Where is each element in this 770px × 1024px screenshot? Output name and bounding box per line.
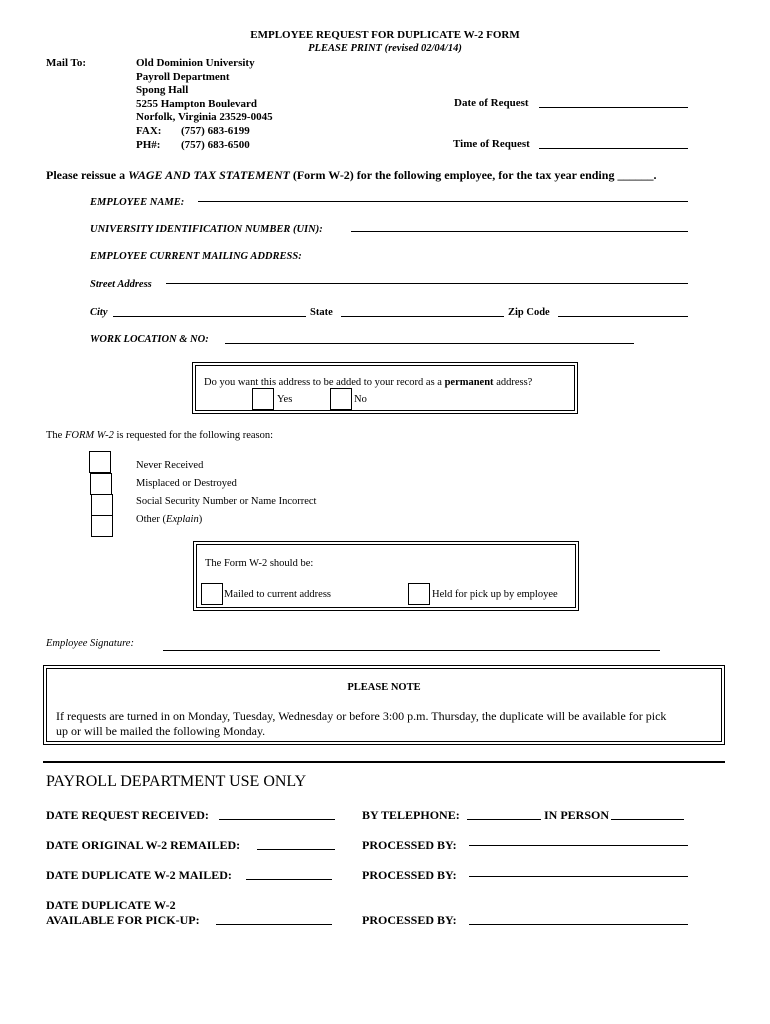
mailed-label: Mailed to current address (224, 589, 332, 600)
work-location-label: WORK LOCATION & NO: (90, 334, 209, 345)
other-explain: Explain (166, 514, 199, 525)
date-received-line[interactable] (219, 819, 335, 820)
reason-never-received-checkbox[interactable] (89, 451, 111, 473)
mailed-checkbox[interactable] (201, 583, 223, 605)
phone-label: PH#: (136, 138, 161, 151)
address-line: Spong Hall (136, 84, 189, 97)
permanent-yes-label: Yes (277, 394, 293, 405)
uin-label: UNIVERSITY IDENTIFICATION NUMBER (UIN): (90, 224, 323, 235)
reason-other-checkbox[interactable] (91, 515, 113, 537)
question-prefix: Do you want this address to be added to your record as a (204, 377, 445, 388)
other-prefix: Other ( (136, 514, 167, 525)
processed-by-line-3[interactable] (469, 924, 688, 925)
street-address-label: Street Address (90, 279, 152, 290)
delivery-box-title: The Form W-2 should be: (205, 558, 314, 569)
section-divider (43, 761, 725, 763)
employee-name-line[interactable] (198, 201, 688, 202)
time-of-request-line[interactable] (539, 148, 688, 149)
please-note-line-2: up or will be mailed the following Monday. (56, 724, 266, 738)
date-remailed-label: DATE ORIGINAL W-2 REMAILED: (46, 838, 241, 852)
signature-line[interactable] (163, 650, 660, 651)
mailing-address-label: EMPLOYEE CURRENT MAILING ADDRESS: (90, 251, 302, 262)
zip-code-line[interactable] (558, 316, 688, 317)
processed-by-line-2[interactable] (469, 876, 688, 877)
uin-line[interactable] (351, 231, 688, 232)
fax-value: (757) 683-6199 (181, 124, 250, 137)
processed-by-label-3: PROCESSED BY: (362, 913, 457, 927)
city-label: City (90, 307, 108, 318)
reissue-prefix: Please reissue a (46, 168, 129, 182)
date-available-label-line-1: DATE DUPLICATE W-2 (46, 898, 176, 912)
reason-other-label (136, 514, 202, 525)
street-address-line[interactable] (166, 283, 688, 284)
processed-by-label-2: PROCESSED BY: (362, 868, 457, 882)
reason-intro-suffix: is requested for the following reason: (113, 430, 274, 441)
please-note-title: PLEASE NOTE (347, 682, 421, 693)
date-mailed-label: DATE DUPLICATE W-2 MAILED: (46, 868, 232, 882)
form-title: EMPLOYEE REQUEST FOR DUPLICATE W-2 FORM (250, 29, 520, 41)
signature-label: Employee Signature: (46, 638, 134, 649)
reason-misplaced-checkbox[interactable] (90, 473, 112, 495)
reason-ssn-incorrect-checkbox[interactable] (91, 494, 113, 516)
address-line: Payroll Department (136, 70, 230, 83)
reissue-suffix: (Form W-2) for the following employee, for the tax year ending ______. (289, 168, 657, 182)
reason-intro-form: FORM W-2 (64, 430, 114, 441)
work-location-line[interactable] (225, 343, 634, 344)
processed-by-label-1: PROCESSED BY: (362, 838, 457, 852)
phone-value: (757) 683-6500 (181, 138, 250, 151)
permanent-address-box (192, 362, 578, 414)
processed-by-line-1[interactable] (469, 845, 688, 846)
in-person-label: IN PERSON (544, 808, 610, 822)
mail-to-address (136, 57, 273, 152)
state-label: State (310, 307, 333, 318)
mail-to-label: Mail To: (46, 57, 87, 69)
reissue-statement-name: WAGE AND TAX STATEMENT (128, 168, 290, 182)
city-line[interactable] (113, 316, 306, 317)
permanent-address-question (204, 377, 532, 388)
fax-line (136, 125, 273, 139)
reason-intro (46, 430, 273, 441)
reissue-statement (46, 168, 656, 183)
address-line: 5255 Hampton Boulevard (136, 97, 258, 110)
date-available-label-line-2: AVAILABLE FOR PICK-UP: (46, 913, 200, 927)
by-telephone-line[interactable] (467, 819, 541, 820)
date-of-request-line[interactable] (539, 107, 688, 108)
question-suffix: address? (493, 377, 533, 388)
reason-ssn-incorrect-label: Social Security Number or Name Incorrect (136, 496, 317, 507)
date-mailed-line[interactable] (246, 879, 332, 880)
phone-line (136, 139, 273, 153)
fax-label: FAX: (136, 124, 162, 137)
payroll-heading: PAYROLL DEPARTMENT USE ONLY (46, 773, 307, 790)
reason-intro-prefix: The (46, 430, 65, 441)
held-checkbox[interactable] (408, 583, 430, 605)
delivery-box (193, 541, 579, 611)
date-received-label: DATE REQUEST RECEIVED: (46, 808, 209, 822)
zip-code-label: Zip Code (508, 307, 550, 318)
permanent-yes-checkbox[interactable] (252, 388, 274, 410)
by-telephone-label: BY TELEPHONE: (362, 808, 460, 822)
in-person-line[interactable] (611, 819, 684, 820)
question-bold: permanent (444, 377, 494, 388)
time-of-request-label: Time of Request (453, 138, 530, 150)
date-remailed-line[interactable] (257, 849, 335, 850)
please-note-line-1: If requests are turned in on Monday, Tuesday, Wednesday or before 3:00 p.m. Thursday, the duplicate will be available for pick (56, 709, 667, 723)
permanent-no-label: No (354, 394, 367, 405)
employee-name-label: EMPLOYEE NAME: (90, 197, 185, 208)
address-line: Norfolk, Virginia 23529-0045 (136, 111, 273, 124)
other-suffix: ) (198, 514, 203, 525)
reason-misplaced-label: Misplaced or Destroyed (136, 478, 237, 489)
form-subtitle: PLEASE PRINT (revised 02/04/14) (308, 43, 462, 54)
permanent-no-checkbox[interactable] (330, 388, 352, 410)
date-available-line[interactable] (216, 924, 332, 925)
held-label: Held for pick up by employee (432, 589, 558, 600)
state-line[interactable] (341, 316, 504, 317)
reason-never-received-label: Never Received (136, 460, 204, 471)
date-of-request-label: Date of Request (454, 97, 529, 109)
address-line: Old Dominion University (136, 57, 255, 69)
